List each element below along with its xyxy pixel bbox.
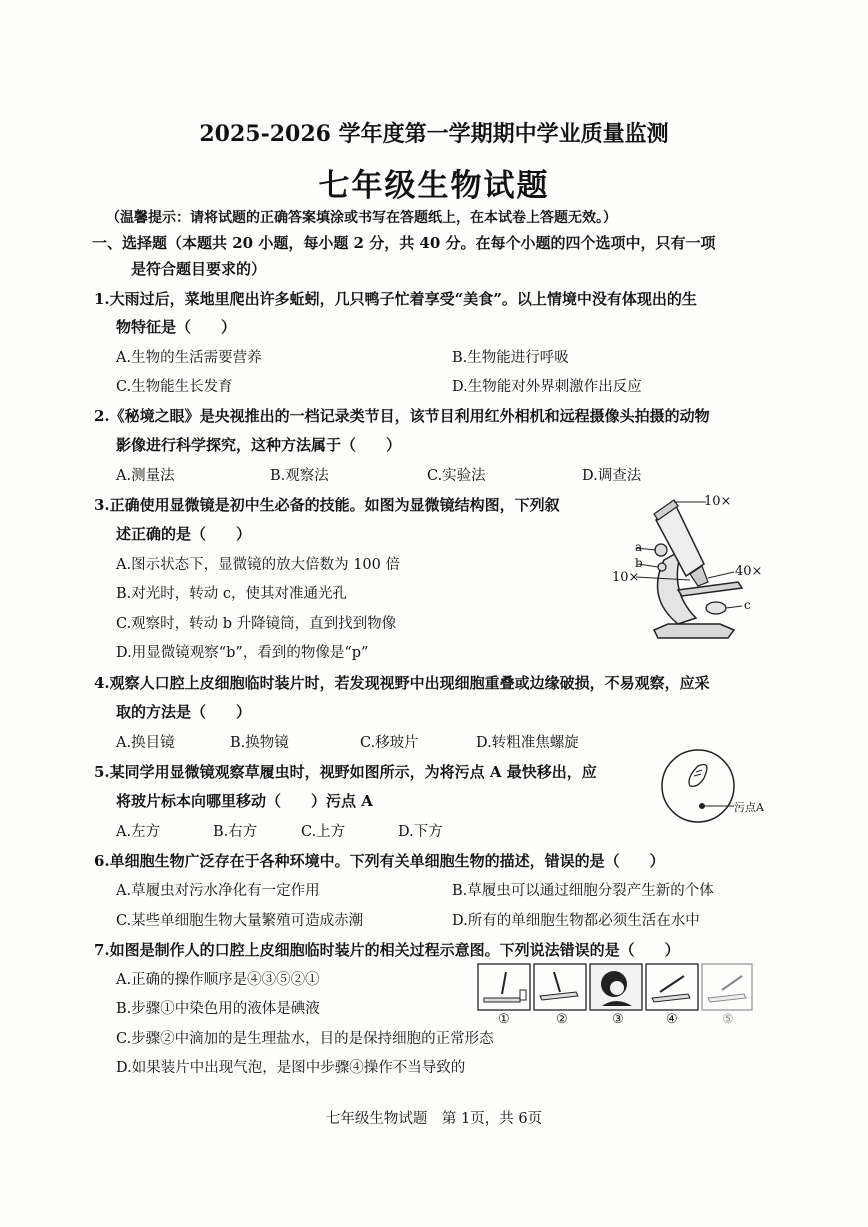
question-4-stem-cont: 取的方法是（ ） [116, 703, 252, 721]
question-6-stem: 6.单细胞生物广泛存在于各种环境中。下列有关单细胞生物的描述，错误的是（ ） [94, 852, 665, 870]
label-objective-40x: 40× [735, 564, 763, 579]
question-2-option-a[interactable]: A.测量法 [116, 468, 175, 484]
question-6-option-b[interactable]: B.草履虫可以通过细胞分裂产生新的个体 [452, 883, 714, 899]
question-2-option-d[interactable]: D.调查法 [582, 468, 642, 484]
question-3-stem: 3.正确使用显微镜是初中生必备的技能。如图为显微镜结构图，下列叙 [94, 496, 560, 514]
question-1-stem-cont: 物特征是（ ） [116, 318, 237, 336]
step-4-label: ④ [666, 1012, 678, 1027]
question-4-option-c[interactable]: C.移玻片 [360, 735, 419, 751]
question-5-stem: 5.某同学用显微镜观察草履虫时，视野如图所示，为将污点 A 最快移出，应 [94, 763, 597, 781]
label-c: c [744, 598, 751, 612]
question-7-option-c[interactable]: C.步骤②中滴加的是生理盐水，目的是保持细胞的正常形态 [116, 1031, 494, 1047]
question-3-stem-cont: 述正确的是（ ） [116, 525, 252, 543]
question-3-option-b[interactable]: B.对光时，转动 c，使其对准通光孔 [116, 586, 347, 602]
question-7-option-d[interactable]: D.如果装片中出现气泡，是图中步骤④操作不当导致的 [116, 1060, 466, 1076]
question-5-option-c[interactable]: C.上方 [301, 824, 346, 840]
section-heading-cont: 是符合题目要求的） [131, 260, 267, 278]
question-5-option-a[interactable]: A.左方 [116, 824, 161, 840]
question-6-option-d[interactable]: D.所有的单细胞生物都必须生活在水中 [452, 913, 700, 929]
question-1-option-a[interactable]: A.生物的生活需要营养 [116, 350, 262, 366]
question-3-option-c[interactable]: C.观察时，转动 b 升降镜筒，直到找到物像 [116, 616, 397, 632]
question-2-option-b[interactable]: B.观察法 [270, 468, 329, 484]
question-1-stem: 1.大雨过后，菜地里爬出许多蚯蚓，几只鸭子忙着享受“美食”。以上情境中没有体现出的生 [94, 290, 697, 308]
question-3-option-a[interactable]: A.图示状态下，显微镜的放大倍数为 100 倍 [116, 557, 400, 573]
exam-title: 2025-2026 学年度第一学期期中学业质量监测 [199, 121, 669, 147]
question-6-option-c[interactable]: C.某些单细胞生物大量繁殖可造成赤潮 [116, 913, 364, 929]
label-dirt-a: 污点A [734, 801, 764, 814]
step-5-label: ⑤ [722, 1012, 734, 1027]
field-of-view-figure [660, 744, 770, 834]
question-5-option-b[interactable]: B.右方 [213, 824, 258, 840]
question-1-option-b[interactable]: B.生物能进行呼吸 [452, 350, 569, 366]
notice-tip: （温馨提示：请将试题的正确答案填涂或书写在答题纸上，在本试卷上答题无效。） [106, 210, 617, 226]
question-4-option-b[interactable]: B.换物镜 [230, 735, 289, 751]
question-2-option-c[interactable]: C.实验法 [427, 468, 486, 484]
question-6-option-a[interactable]: A.草履虫对污水净化有一定作用 [116, 883, 320, 899]
question-4-option-a[interactable]: A.换目镜 [116, 735, 175, 751]
page-footer: 七年级生物试题 第 1页，共 6页 [325, 1111, 543, 1127]
microscope-figure [608, 490, 778, 645]
question-5-option-d[interactable]: D.下方 [398, 824, 443, 840]
step-3-label: ③ [612, 1012, 624, 1027]
question-2-stem-cont: 影像进行科学探究，这种方法属于（ ） [116, 436, 402, 454]
question-2-stem: 2.《秘境之眼》是央视推出的一档记录类节目，该节目利用红外相机和远程摄像头拍摄的动物 [94, 407, 710, 425]
label-a: a [635, 540, 643, 554]
label-eyepiece-10x: 10× [704, 494, 732, 509]
question-1-option-c[interactable]: C.生物能生长发育 [116, 379, 233, 395]
question-7-stem: 7.如图是制作人的口腔上皮细胞临时装片的相关过程示意图。下列说法错误的是（ ） [94, 941, 680, 959]
question-7-option-a[interactable]: A.正确的操作顺序是④③⑤②① [116, 972, 320, 988]
label-objective-10x: 10× [612, 570, 640, 585]
section-heading: 一、选择题（本题共 20 小题，每小题 2 分，共 40 分。在每个小题的四个选项中，只有一项 [92, 234, 716, 252]
question-7-option-b[interactable]: B.步骤①中染色用的液体是碘液 [116, 1001, 320, 1017]
label-b: b [635, 556, 643, 570]
question-4-stem: 4.观察人口腔上皮细胞临时装片时，若发现视野中出现细胞重叠或边缘破损，不易观察，应采 [94, 674, 710, 692]
subject-title: 七年级生物试题 [318, 168, 550, 204]
slide-steps-figure [476, 962, 754, 1030]
step-2-label: ② [556, 1012, 568, 1027]
question-1-option-d[interactable]: D.生物能对外界刺激作出反应 [452, 379, 642, 395]
question-5-stem-cont: 将玻片标本向哪里移动（ ）污点 A [116, 792, 373, 810]
question-3-option-d[interactable]: D.用显微镜观察“b”，看到的物像是“p” [116, 645, 369, 661]
step-1-label: ① [498, 1012, 510, 1027]
question-4-option-d[interactable]: D.转粗准焦螺旋 [476, 735, 579, 751]
